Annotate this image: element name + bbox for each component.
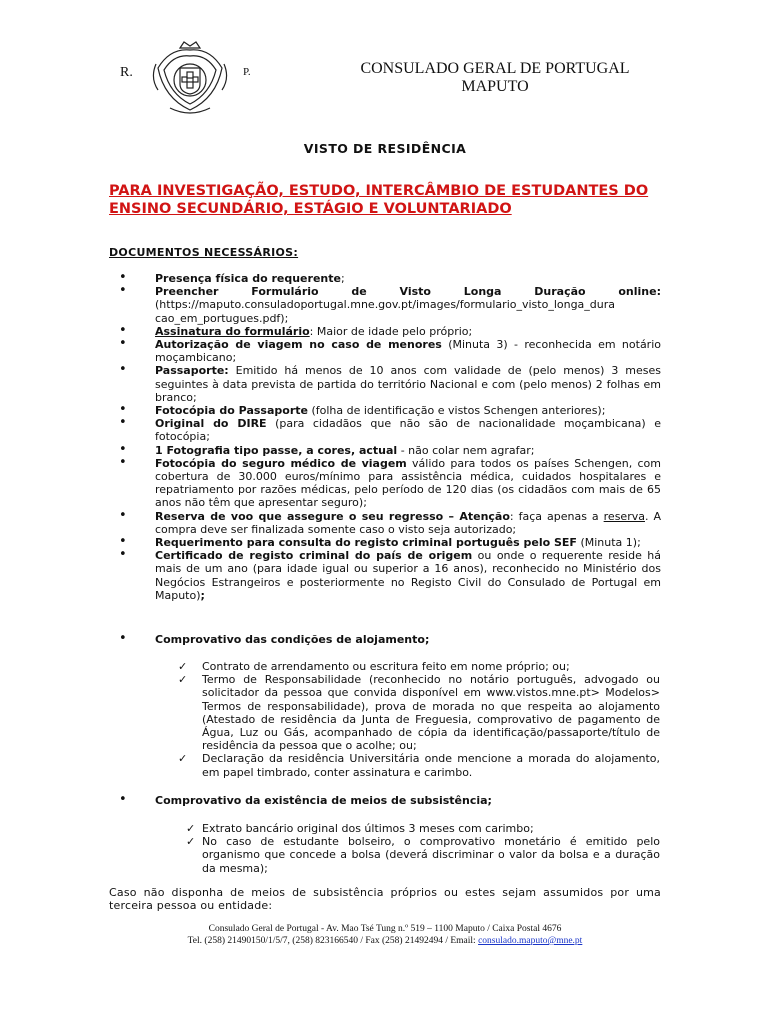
list-item: [109, 338, 661, 364]
item-text: Extrato bancário original dos últimos 3 meses com carimbo;: [202, 822, 534, 835]
footer-phone: Tel. (258) 21490150/1/5/7, (258) 823166540 / Fax (258) 21492494 / Email:: [187, 936, 479, 946]
item-text: : faça apenas a: [509, 509, 604, 523]
item-text: (Minuta 1);: [576, 536, 641, 550]
accommodation-heading: Comprovativo das condições de alojamento;: [155, 633, 430, 646]
consulate-title-line2: MAPUTO: [461, 78, 529, 95]
item-bold: Passaporte:: [155, 364, 229, 378]
footer-address: Consulado Geral de Portugal - Av. Mao Tsé Tung n.º 519 – 1100 Maputo / Caixa Postal 4676: [208, 924, 562, 934]
item-text: válido para todos os países Schengen, com cobertura de 30.000 euros/mínimo para assistência médica, cuidados hospitalares e repatriamento por razões médicas, pelo período de 120 dias (os cidadãos com mais de 65 anos não têm que apresentar seguro);: [155, 456, 662, 510]
list-item: [109, 285, 661, 325]
item-bold: Fotocópia do Passaporte: [155, 404, 308, 418]
list-item: [178, 752, 660, 778]
list-item: [186, 835, 660, 875]
documents-heading: DOCUMENTOS NECESSÁRIOS:: [109, 246, 299, 259]
coat-of-arms-icon: [150, 38, 230, 118]
bullet-icon: •: [119, 362, 127, 378]
list-item: [186, 822, 660, 835]
item-text: - não colar nem agrafar;: [397, 443, 535, 457]
document-title: VISTO DE RESIDÊNCIA: [303, 141, 467, 156]
item-text: Declaração da residência Universitária onde mencione a morada do alojamento, em papel timbrado, conter assinatura e carimbo.: [202, 752, 660, 779]
item-bold: Preencher Formulário de Visto Longa Duração online:: [155, 285, 661, 299]
closing-paragraph: Caso não disponha de meios de subsistência próprios ou estes sejam assumidos por uma terceira pessoa ou entidade:: [109, 886, 661, 913]
subtitle-line1: PARA INVESTIGAÇÃO, ESTUDO, INTERCÂMBIO DE ESTUDANTES DO: [109, 183, 649, 199]
check-icon: ✓: [186, 822, 196, 835]
check-icon: ✓: [178, 673, 188, 687]
list-item: [109, 507, 661, 536]
bullet-icon: •: [119, 336, 127, 352]
accommodation-heading-row: [109, 633, 661, 646]
requirements-list: [109, 272, 661, 602]
item-text: (folha de identificação e vistos Schengen anteriores);: [307, 404, 606, 418]
item-bold: Autorização de viagem no caso de menores: [155, 338, 442, 352]
bullet-icon: •: [119, 270, 127, 285]
item-text: ;: [340, 272, 345, 285]
list-item: [109, 272, 661, 285]
list-item: [109, 549, 661, 602]
bullet-icon: •: [119, 283, 127, 299]
item-text: : Maior de idade pelo próprio;: [309, 324, 473, 338]
list-item: [109, 364, 661, 404]
item-bold: Fotocópia do seguro médico de viagem: [155, 456, 407, 470]
header-right-initial: P.: [243, 66, 251, 78]
accommodation-list: [178, 660, 660, 779]
list-item: [109, 322, 661, 338]
item-bold: 1 Fotografia tipo passe, a cores, actual: [155, 443, 398, 457]
subsistence-heading-row: [109, 794, 661, 807]
item-bold: Presença física do requerente: [155, 272, 341, 285]
item-text: . A compra deve ser finalizada somente caso o visto seja autorizado;: [155, 509, 661, 536]
subsistence-list: [186, 822, 660, 875]
footer-email-link[interactable]: consulado.maputo@mne.pt: [478, 936, 583, 946]
list-item: [109, 536, 661, 549]
item-bold: Assinatura do formulário: [155, 324, 310, 338]
item-text: Emitido há menos de 10 anos com validade de (pelo menos) 3 meses seguintes à data prevista de partida do território Nacional e com (pelo menos) 2 folhas em branco;: [155, 364, 661, 404]
check-icon: ✓: [186, 835, 196, 849]
item-text: Termo de Responsabilidade (reconhecido no notário português, advogado ou solicitador da pessoa que convida disponível em www.vistos.mne.pt> Modelos> Termos de responsabilidade), prova de morada no que respeita ao alojamento (Atestado de residência da Junta de Freguesia, comprovativo de pagamento de Água, Luz ou Gás, acompanhado de cópia da identificação/passaporte/título de residência da pessoa que o acolhe; ou;: [202, 673, 660, 753]
check-icon: ✓: [178, 752, 188, 766]
item-bold: Original do DIRE: [155, 417, 267, 431]
bullet-icon: •: [119, 454, 127, 470]
consulate-title-line1: CONSULADO GERAL DE PORTUGAL: [360, 60, 630, 77]
item-bold: Requerimento para consulta do registo criminal português pelo SEF: [155, 536, 577, 550]
bullet-icon: •: [119, 631, 127, 646]
bullet-icon: •: [119, 415, 127, 431]
item-text: No caso de estudante bolseiro, o comprovativo monetário é emitido pelo organismo que concede a bolsa (deverá discriminar o valor da bolsa e a duração da mesma);: [202, 835, 660, 875]
bullet-icon: •: [119, 792, 127, 807]
bullet-icon: •: [119, 322, 127, 338]
consulate-title: [340, 60, 650, 96]
list-item: [178, 660, 660, 673]
subtitle-line2: ENSINO SECUNDÁRIO, ESTÁGIO E VOLUNTARIADO: [109, 201, 512, 217]
item-bold: ;: [200, 588, 205, 602]
check-icon: ✓: [178, 660, 188, 673]
item-bold: Certificado de registo criminal do país de origem: [155, 549, 473, 563]
item-text: (para cidadãos que não são de nacionalidade moçambicana) e fotocópia;: [155, 417, 661, 444]
item-text: Contrato de arrendamento ou escritura feito em nome próprio; ou;: [202, 660, 570, 673]
form-link[interactable]: (https://maputo.consuladoportugal.mne.gov.pt/images/formulario_visto_longa_dura cao_em_portugues.pdf);: [155, 298, 616, 325]
bullet-icon: •: [119, 402, 127, 418]
list-item: [178, 673, 660, 752]
list-item: [109, 417, 661, 443]
list-item: [109, 454, 662, 510]
bullet-icon: •: [119, 507, 127, 523]
item-text: (Minuta 3) - reconhecida em notário moçambicano;: [155, 338, 661, 365]
bullet-icon: •: [119, 441, 127, 457]
list-item: [109, 404, 661, 417]
header-left-initial: R.: [120, 65, 133, 80]
item-text: ou onde o requerente reside há mais de um ano (para idade igual ou superior a 16 anos), reconhecido no Ministério dos Negócios Estrangeiros e posteriormente no Registo Civil do Consulado de Portugal em Maputo): [155, 549, 662, 602]
footer-contacts: [0, 935, 770, 947]
reserva-link[interactable]: reserva: [603, 509, 645, 523]
list-item: [109, 441, 661, 457]
subsistence-heading: Comprovativo da existência de meios de subsistência;: [155, 794, 492, 807]
bullet-icon: •: [119, 547, 127, 563]
page-footer: [0, 923, 770, 947]
bullet-icon: •: [119, 534, 127, 550]
item-bold: Reserva de voo que assegure o seu regresso – Atenção: [155, 509, 510, 523]
document-subtitle: [109, 182, 669, 218]
